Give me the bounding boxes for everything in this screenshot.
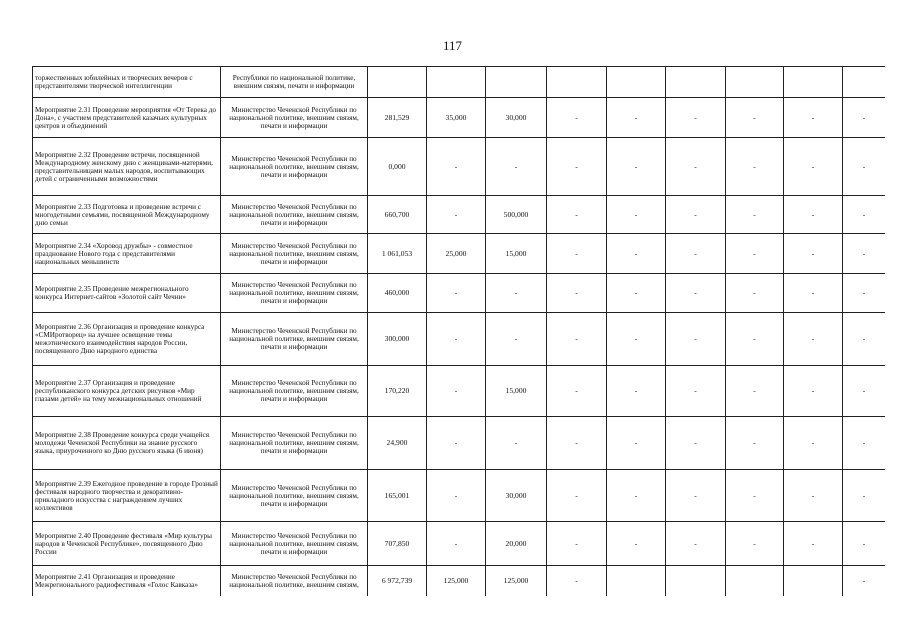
funding-value-cell (666, 566, 726, 597)
funding-value-cell: 15,000 (486, 234, 547, 274)
funding-value-cell: - (726, 274, 784, 313)
executor-cell: Министерство Чеченской Республики по национальной политике, внешним связям, печати и информации (221, 313, 368, 366)
funding-value-cell: - (427, 196, 486, 234)
activity-name-cell: торжественных юбилейных и творческих вечеров с представителями творческой интеллигенции (33, 67, 221, 98)
funding-value-cell: 35,000 (427, 98, 486, 138)
funding-value-cell: - (726, 98, 784, 138)
funding-value-cell: - (726, 196, 784, 234)
executor-cell: Министерство Чеченской Республики по национальной политике, внешним связям, печати и информации (221, 234, 368, 274)
funding-value-cell: - (607, 234, 666, 274)
funding-value-cell (427, 67, 486, 98)
funding-value-cell: 24,900 (368, 417, 427, 470)
activity-name-cell: Мероприятие 2.35 Проведение межрегионального конкурса Интернет-сайтов «Золотой сайт Чечни» (33, 274, 221, 313)
funding-value-cell: - (427, 313, 486, 366)
table-row (33, 470, 886, 522)
funding-value-cell: - (843, 138, 886, 196)
executor-cell: Министерство Чеченской Республики по национальной политике, внешним связям, печати и информации (221, 522, 368, 566)
funding-value-cell (784, 67, 843, 98)
funding-value-cell: 707,850 (368, 522, 427, 566)
funding-value-cell: - (547, 566, 607, 597)
funding-value-cell: - (607, 313, 666, 366)
funding-value-cell (368, 67, 427, 98)
table-body (33, 67, 886, 597)
funding-value-cell: 660,700 (368, 196, 427, 234)
funding-value-cell (547, 67, 607, 98)
funding-value-cell: 281,529 (368, 98, 427, 138)
funding-value-cell: 0,000 (368, 138, 427, 196)
funding-value-cell: - (666, 274, 726, 313)
funding-value-cell: - (607, 138, 666, 196)
funding-value-cell: - (784, 522, 843, 566)
page-number: 117 (442, 38, 463, 53)
funding-value-cell: - (607, 366, 666, 417)
funding-value-cell: - (427, 366, 486, 417)
activity-name-cell: Мероприятие 2.32 Проведение встречи, посвященной Международному женскому дню с женщинами-матерями, представительницами малых народов, воспитывающих детей с ограниченными возможностями (33, 138, 221, 196)
funding-value-cell: - (726, 234, 784, 274)
executor-cell: Министерство Чеченской Республики по национальной политике, внешним связям, печати и информации (221, 470, 368, 522)
funding-value-cell: - (607, 196, 666, 234)
funding-value-cell: - (666, 417, 726, 470)
activity-name-cell: Мероприятие 2.40 Проведение фестиваля «Мир культуры народов в Чеченской Республике», посвященного Дню России (33, 522, 221, 566)
executor-cell: Министерство Чеченской Республики по национальной политике, внешним связям, печати и информации (221, 366, 368, 417)
funding-value-cell: - (547, 138, 607, 196)
funding-value-cell: - (726, 138, 784, 196)
program-activities-table (32, 66, 885, 596)
table-row (33, 366, 886, 417)
funding-value-cell: - (547, 196, 607, 234)
funding-value-cell: - (427, 417, 486, 470)
activity-name-cell: Мероприятие 2.36 Организация и проведение конкурса «СМИротворец» на лучшее освещение темы межэтнического взаимодействия народов России, посвященного Дню народного единства (33, 313, 221, 366)
funding-value-cell: - (547, 417, 607, 470)
funding-value-cell: - (843, 234, 886, 274)
funding-value-cell (843, 67, 886, 98)
funding-value-cell: 20,000 (486, 522, 547, 566)
funding-value-cell: - (784, 417, 843, 470)
funding-value-cell: 165,001 (368, 470, 427, 522)
funding-value-cell (726, 566, 784, 597)
funding-value-cell: - (843, 417, 886, 470)
funding-value-cell: - (666, 138, 726, 196)
funding-value-cell (666, 67, 726, 98)
table-row (33, 196, 886, 234)
funding-value-cell: 500,000 (486, 196, 547, 234)
table-row (33, 313, 886, 366)
funding-value-cell: 30,000 (486, 470, 547, 522)
table-row (33, 417, 886, 470)
funding-value-cell: - (784, 470, 843, 522)
funding-value-cell: - (666, 366, 726, 417)
funding-value-cell: 460,000 (368, 274, 427, 313)
funding-value-cell: - (486, 313, 547, 366)
funding-value-cell: - (843, 196, 886, 234)
funding-value-cell: - (726, 313, 784, 366)
funding-value-cell (486, 67, 547, 98)
table-row (33, 274, 886, 313)
funding-value-cell: - (427, 522, 486, 566)
funding-value-cell: - (427, 470, 486, 522)
funding-value-cell: 170,220 (368, 366, 427, 417)
funding-value-cell: - (666, 522, 726, 566)
funding-value-cell (726, 67, 784, 98)
executor-cell: Министерство Чеченской Республики по национальной политике, внешним связям, печати и информации (221, 274, 368, 313)
funding-value-cell: - (726, 470, 784, 522)
funding-value-cell: 300,000 (368, 313, 427, 366)
funding-value-cell: - (607, 470, 666, 522)
funding-value-cell: - (784, 234, 843, 274)
executor-cell: Министерство Чеченской Республики по национальной политике, внешним связям, печати и информации (221, 138, 368, 196)
funding-value-cell: - (427, 138, 486, 196)
document-table-wrapper (32, 66, 885, 596)
funding-value-cell: - (666, 98, 726, 138)
executor-cell: Министерство Чеченской Республики по национальной политике, внешним связям, (221, 566, 368, 597)
funding-value-cell: - (843, 470, 886, 522)
funding-value-cell: - (784, 98, 843, 138)
table-row (33, 522, 886, 566)
funding-value-cell: - (547, 522, 607, 566)
funding-value-cell (784, 566, 843, 597)
funding-value-cell: - (607, 417, 666, 470)
funding-value-cell: - (547, 313, 607, 366)
table-row (33, 566, 886, 597)
activity-name-cell: Мероприятие 2.33 Подготовка и проведение встречи с многодетными семьями, посвященной Международному дню семьи (33, 196, 221, 234)
funding-value-cell: - (726, 366, 784, 417)
executor-cell: Министерство Чеченской Республики по национальной политике, внешним связям, печати и информации (221, 98, 368, 138)
funding-value-cell: - (547, 274, 607, 313)
funding-value-cell: - (666, 196, 726, 234)
activity-name-cell: Мероприятие 2.37 Организация и проведение республиканского конкурса детских рисунков «Мир глазами детей» на тему межнациональных отношений (33, 366, 221, 417)
funding-value-cell: - (784, 138, 843, 196)
funding-value-cell: - (607, 522, 666, 566)
table-row (33, 138, 886, 196)
executor-cell: Министерство Чеченской Республики по национальной политике, внешним связям, печати и информации (221, 196, 368, 234)
funding-value-cell: - (607, 98, 666, 138)
funding-value-cell: - (784, 196, 843, 234)
funding-value-cell: - (547, 470, 607, 522)
funding-value-cell: - (784, 366, 843, 417)
funding-value-cell: - (843, 274, 886, 313)
funding-value-cell: - (427, 274, 486, 313)
funding-value-cell: 15,000 (486, 366, 547, 417)
funding-value-cell: - (843, 313, 886, 366)
executor-cell: Республики по национальной политике, внешним связям, печати и информации (221, 67, 368, 98)
funding-value-cell: - (843, 366, 886, 417)
activity-name-cell: Мероприятие 2.31 Проведение мероприятия «От Терека до Дона», с участием представителей казачьих культурных центров и объединений (33, 98, 221, 138)
activity-name-cell: Мероприятие 2.39 Ежегодное проведение в городе Грозный фестиваля народного творчества и декоративно-прикладного искусства с награждением лучших коллективов (33, 470, 221, 522)
funding-value-cell: - (666, 470, 726, 522)
table-row (33, 98, 886, 138)
funding-value-cell: 25,000 (427, 234, 486, 274)
funding-value-cell (607, 566, 666, 597)
executor-cell: Министерство Чеченской Республики по национальной политике, внешним связям, печати и информации (221, 417, 368, 470)
funding-value-cell (607, 67, 666, 98)
funding-value-cell: - (843, 522, 886, 566)
funding-value-cell: - (547, 98, 607, 138)
funding-value-cell: - (486, 138, 547, 196)
funding-value-cell: - (784, 313, 843, 366)
funding-value-cell: - (666, 313, 726, 366)
funding-value-cell: 125,000 (486, 566, 547, 597)
funding-value-cell: - (726, 522, 784, 566)
activity-name-cell: Мероприятие 2.41 Организация и проведение Межрегионального радиофестиваля «Голос Кавказа» (33, 566, 221, 597)
funding-value-cell: - (547, 234, 607, 274)
table-row (33, 234, 886, 274)
funding-value-cell: 1 061,053 (368, 234, 427, 274)
funding-value-cell: 6 972,739 (368, 566, 427, 597)
activity-name-cell: Мероприятие 2.34 «Хоровод дружбы» - совместное празднование Нового года с представителями национальных меньшинств (33, 234, 221, 274)
funding-value-cell: - (843, 566, 886, 597)
funding-value-cell: - (726, 417, 784, 470)
funding-value-cell: - (547, 366, 607, 417)
funding-value-cell: - (486, 417, 547, 470)
funding-value-cell: - (843, 98, 886, 138)
funding-value-cell: - (784, 274, 843, 313)
funding-value-cell: 125,000 (427, 566, 486, 597)
activity-name-cell: Мероприятие 2.38 Проведение конкурса среди учащейся молодежи Чеченской Республики на знание русского языка, приуроченного ко Дню русского языка (6 июня) (33, 417, 221, 470)
funding-value-cell: - (486, 274, 547, 313)
funding-value-cell: - (607, 274, 666, 313)
funding-value-cell: - (666, 234, 726, 274)
table-row (33, 67, 886, 98)
funding-value-cell: 30,000 (486, 98, 547, 138)
